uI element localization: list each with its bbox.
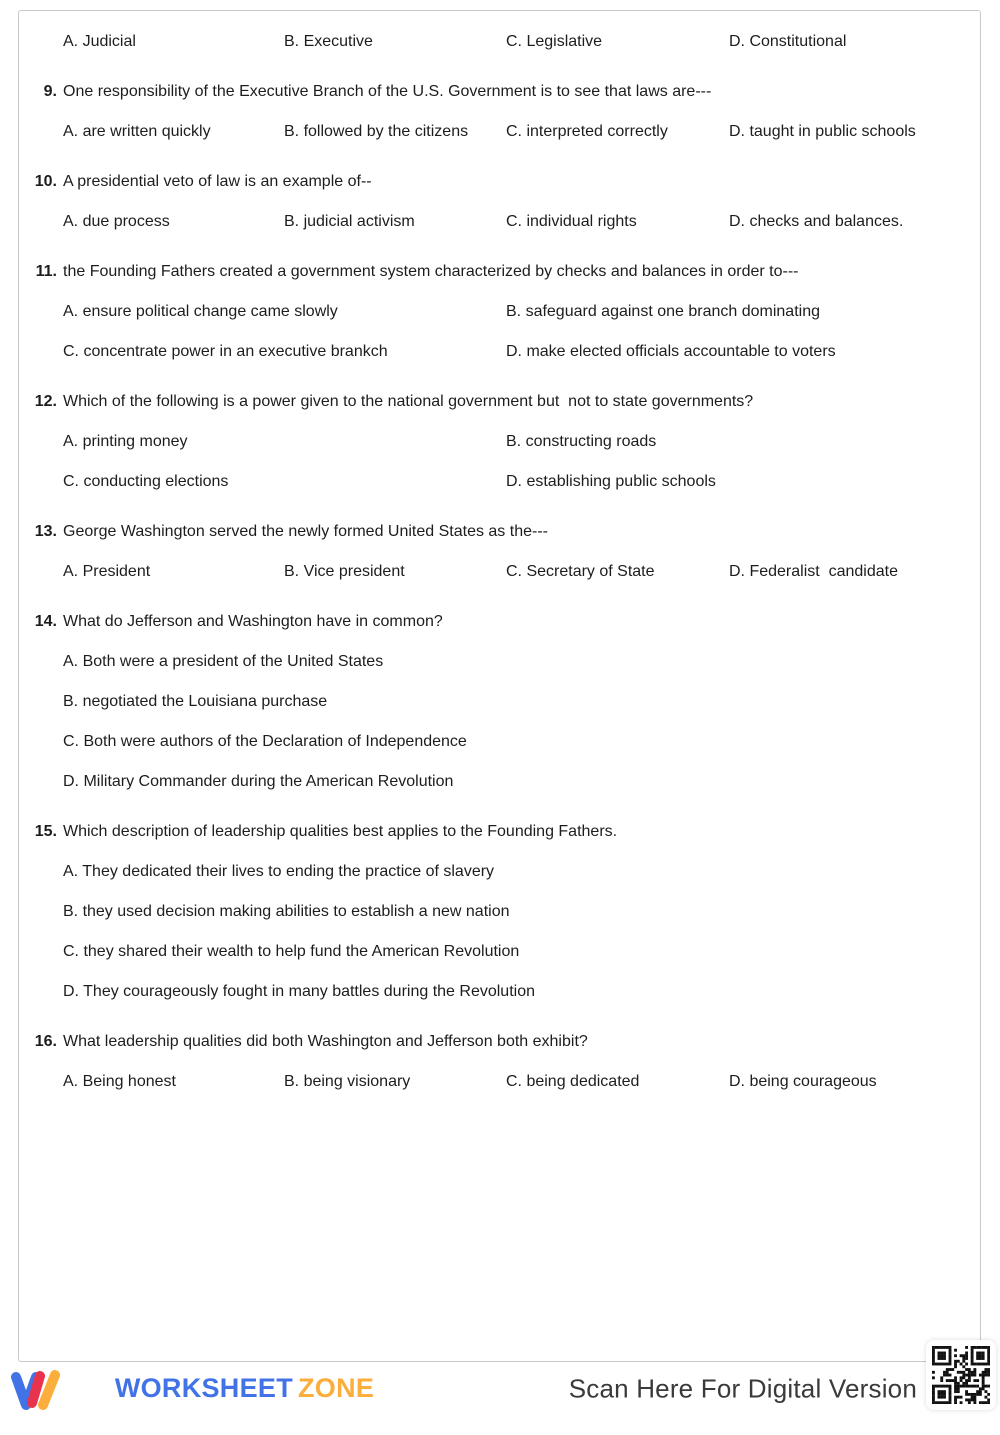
answer-options-row	[63, 552, 966, 592]
answer-option: B. negotiated the Louisiana purchase	[63, 693, 328, 710]
answer-option: C. conducting elections	[63, 473, 229, 490]
question-text: the Founding Fathers created a government system characterized by checks and balances in order to---	[63, 263, 799, 280]
answer-option: A. printing money	[63, 433, 188, 450]
answer-option: A. They dedicated their lives to ending the practice of slavery	[63, 863, 495, 880]
answer-options-row	[63, 202, 966, 242]
answer-option: C. Legislative	[506, 33, 603, 50]
answer-option: A. Both were a president of the United States	[63, 653, 384, 670]
answer-option: A. Judicial	[63, 33, 136, 50]
answer-option: B. followed by the citizens	[284, 123, 469, 140]
answer-options-row	[63, 1062, 966, 1102]
worksheet-zone-w-logo-icon	[10, 1364, 60, 1414]
question-row	[43, 72, 966, 112]
question-text: Which of the following is a power given to the national government but not to state governments?	[63, 393, 754, 410]
answer-options-row	[63, 22, 966, 62]
answer-option: B. judicial activism	[284, 213, 415, 230]
answer-option: B. Executive	[284, 33, 373, 50]
answer-option: B. constructing roads	[506, 433, 657, 450]
answer-option: A. are written quickly	[63, 123, 211, 140]
answer-options-row	[63, 642, 966, 682]
worksheet-sheet-border	[18, 10, 981, 1362]
qr-code-icon	[932, 1346, 990, 1404]
answer-options-row	[63, 932, 966, 972]
answer-option: C. concentrate power in an executive brankch	[63, 343, 388, 360]
question-number: 15.	[34, 823, 57, 840]
question-block	[43, 72, 966, 152]
question-row	[35, 252, 966, 292]
question-row	[34, 512, 966, 552]
answer-option: C. they shared their wealth to help fund the American Revolution	[63, 943, 520, 960]
answer-options-row	[63, 852, 966, 892]
brand-wordmark	[68, 1342, 374, 1435]
question-row	[34, 602, 966, 642]
answer-option: D. establishing public schools	[506, 473, 716, 490]
question-block	[34, 1022, 966, 1102]
answer-option: C. Both were authors of the Declaration of Independence	[63, 733, 467, 750]
question-number: 9.	[43, 83, 57, 100]
answer-option: A. President	[63, 563, 151, 580]
question-text: One responsibility of the Executive Branch of the U.S. Government is to see that laws are---	[63, 83, 712, 100]
question-block	[34, 382, 966, 502]
question-row	[34, 382, 966, 422]
questions	[19, 11, 980, 1102]
answer-option: B. safeguard against one branch dominating	[506, 303, 820, 320]
worksheet-zone-brand	[10, 1363, 374, 1414]
answer-option: D. They courageously fought in many battles during the Revolution	[63, 983, 535, 1000]
scan-here-label: Scan Here For Digital Version	[568, 1373, 917, 1403]
answer-option: B. being visionary	[284, 1073, 411, 1090]
question-text: George Washington served the newly formed United States as the---	[63, 523, 548, 540]
answer-option: C. Secretary of State	[506, 563, 655, 580]
answer-option: D. being courageous	[729, 1073, 877, 1090]
question-text: A presidential veto of law is an example of--	[63, 173, 372, 190]
question-block	[63, 22, 966, 62]
answer-options-row	[63, 112, 966, 152]
answer-option: A. Being honest	[63, 1073, 176, 1090]
question-block	[34, 162, 966, 242]
question-number: 10.	[34, 173, 57, 190]
answer-options-row	[63, 332, 966, 372]
question-block	[34, 602, 966, 802]
answer-options-row	[63, 292, 966, 332]
answer-options-row	[63, 762, 966, 802]
question-text: Which description of leadership qualities best applies to the Founding Fathers.	[63, 823, 618, 840]
answer-option: B. Vice president	[284, 563, 405, 580]
brand-word-worksheet: WORKSHEET	[114, 1373, 294, 1403]
answer-option: D. Military Commander during the American Revolution	[63, 773, 454, 790]
answer-options-row	[63, 972, 966, 1012]
page-footer	[0, 1363, 1000, 1414]
answer-option: C. individual rights	[506, 213, 637, 230]
question-row	[34, 812, 966, 852]
question-text: What do Jefferson and Washington have in common?	[63, 613, 443, 630]
answer-option: D. Constitutional	[729, 33, 847, 50]
question-number: 12.	[34, 393, 57, 410]
answer-option: D. taught in public schools	[729, 123, 916, 140]
answer-options-row	[63, 722, 966, 762]
answer-option: B. they used decision making abilities to establish a new nation	[63, 903, 510, 920]
question-number: 13.	[34, 523, 57, 540]
question-block	[35, 252, 966, 372]
question-number: 16.	[34, 1033, 57, 1050]
answer-option: A. due process	[63, 213, 170, 230]
question-row	[34, 162, 966, 202]
question-number: 14.	[34, 613, 57, 630]
answer-options-row	[63, 682, 966, 722]
question-number: 11.	[35, 263, 57, 280]
answer-option: C. being dedicated	[506, 1073, 640, 1090]
answer-option: D. make elected officials accountable to voters	[506, 343, 836, 360]
answer-options-row	[63, 892, 966, 932]
question-block	[34, 812, 966, 1012]
answer-option: D. Federalist candidate	[729, 563, 898, 580]
answer-option: A. ensure political change came slowly	[63, 303, 338, 320]
question-row	[34, 1022, 966, 1062]
brand-word-zone: ZONE	[298, 1373, 375, 1403]
answer-options-row	[63, 462, 966, 502]
question-text: What leadership qualities did both Washington and Jefferson both exhibit?	[63, 1033, 588, 1050]
qr-code-card	[926, 1340, 996, 1410]
answer-option: D. checks and balances.	[729, 213, 904, 230]
question-block	[34, 512, 966, 592]
answer-option: C. interpreted correctly	[506, 123, 668, 140]
answer-options-row	[63, 422, 966, 462]
